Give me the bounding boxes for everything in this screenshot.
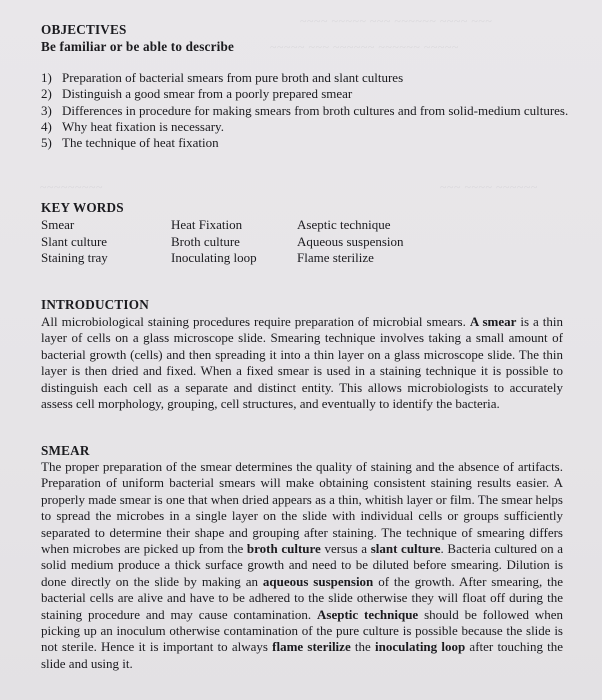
objectives-list: [41, 70, 571, 151]
bold-term: inoculating loop: [375, 639, 466, 655]
objective-item: [41, 135, 571, 151]
bleed-through-texture: ~~~~ ~~~~~ ~~~ ~~~~~~ ~~~~ ~~~: [300, 14, 493, 28]
objective-text: Preparation of bacterial smears from pure broth and slant cultures: [62, 70, 404, 85]
bleed-through-texture: ~~~~~~~~~: [40, 180, 103, 194]
objective-text: Why heat fixation is necessary.: [62, 118, 224, 134]
key-word: Aseptic technique: [297, 217, 391, 232]
bold-term: slant culture: [370, 541, 441, 557]
bold-term: broth culture: [246, 541, 321, 557]
smear-heading: SMEAR: [41, 443, 90, 458]
bold-term: Aseptic technique: [317, 606, 419, 622]
objective-text: Differences in procedure for making smears from broth cultures and from solid-medium cultures.: [62, 102, 569, 118]
introduction-paragraph: [41, 314, 563, 412]
bleed-through-texture: ~~~ ~~~~ ~~~~~~: [440, 180, 538, 194]
bold-term: flame sterilize: [272, 639, 351, 655]
key-words-heading: KEY WORDS: [41, 200, 124, 215]
objective-item: [41, 103, 571, 119]
paragraph-text: the: [350, 639, 376, 655]
key-words-column: [297, 217, 404, 267]
objective-number: 3): [41, 102, 52, 118]
bold-term: aqueous suspension: [262, 573, 374, 589]
paragraph-text: should be followed when picking up an inoculum otherwise contamination of the pure culture is possible because the slide is not sterile. Hence it is important to always: [41, 606, 563, 655]
key-words-column: [171, 217, 257, 267]
objective-text: The technique of heat fixation: [62, 135, 219, 151]
key-word: Slant culture: [41, 233, 108, 249]
key-words-column: [41, 217, 108, 267]
objective-item: [41, 119, 571, 135]
key-word: Aqueous suspension: [297, 233, 404, 249]
paragraph-text: of the growth. After smearing, the bacterial cells are alive and have to be adhered to the slide otherwise they will float off during the staining procedure and may cause contamination.: [41, 573, 563, 622]
key-word: Smear: [41, 217, 75, 232]
paragraph-text: is a thin layer of cells on a glass microscope slide. Smearing technique involves taking a small amount of bacterial growth (cells) and then spreading it into a thin layer on a glass microscope slide. The thin layer is then dried and fixed. When a fixed smear is used in a staining technique it is possible to distinguish each cell as a separate and distinct entity. This allows microbiologists to accurately assess cell morphology, grouping, cell structures, and eventually to identify the bacteria.: [41, 314, 563, 412]
bleed-through-texture: ~~~~~ ~~~ ~~~~~~ ~~~~~~ ~~~~~: [270, 40, 459, 54]
bold-term: A smear: [469, 314, 517, 329]
key-word: Flame sterilize: [297, 250, 374, 265]
objectives-subheading: Be familiar or be able to describe: [41, 39, 235, 54]
key-word: Heat Fixation: [171, 217, 243, 232]
paragraph-text: The proper preparation of the smear determines the quality of staining and the absence of artifacts. Preparation of uniform bacterial smears will make obtaining consistent staining results easier. A properly made smear is one that when dried appears as a thin, whitish layer or film. The smear helps to spread the microbes in a single layer on the slide with individual cells or groups sufficiently separated to determine their shape and grouping after staining. The technique of smearing differs when microbes are picked up from the: [41, 459, 563, 557]
paragraph-text: versus a: [320, 541, 371, 557]
objective-item: [41, 70, 571, 86]
objective-number: 2): [41, 86, 52, 102]
objective-number: 5): [41, 135, 52, 151]
paragraph-text: All microbiological staining procedures require preparation of microbial smears.: [41, 314, 470, 329]
objective-item: [41, 86, 571, 102]
key-word: Inoculating loop: [171, 250, 257, 265]
objective-number: 4): [41, 118, 52, 134]
objectives-heading: OBJECTIVES: [41, 22, 127, 37]
objective-text: Distinguish a good smear from a poorly prepared smear: [62, 86, 353, 102]
objective-number: 1): [41, 70, 52, 85]
key-word: Staining tray: [41, 250, 108, 265]
paragraph-text: . Bacteria cultured on a solid medium produce a thick surface growth and need to be diluted before smearing. Dilution is done directly on the slide by making an: [41, 541, 563, 589]
paragraph-text: after touching the slide and using it.: [41, 639, 564, 671]
smear-paragraph: [41, 459, 563, 672]
key-word: Broth culture: [171, 233, 240, 249]
introduction-heading: INTRODUCTION: [41, 297, 149, 312]
